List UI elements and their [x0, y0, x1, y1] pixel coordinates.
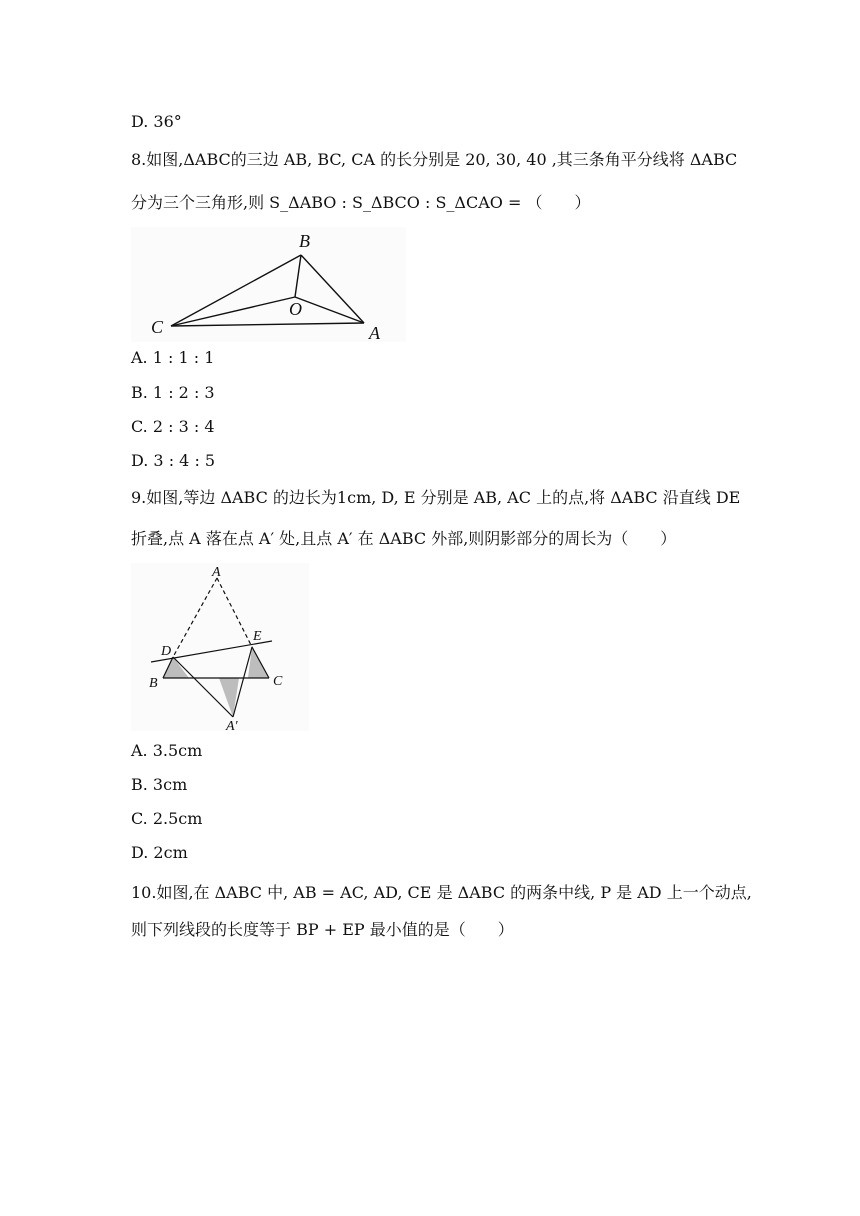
q9-option-a: A. 3.5cm	[131, 741, 203, 760]
q8-stem-line2: 分为三个三角形,则 S_ΔABO : S_ΔBCO : S_ΔCAO = （ ）	[131, 193, 591, 212]
q10-stem-line1: 10.如图,在 ΔABC 中, AB = AC, AD, CE 是 ΔABC 的两条中线, P 是 AD 上一个动点,	[131, 883, 752, 902]
q9-option-b: B. 3cm	[131, 775, 188, 794]
q8-option-b: B. 1 : 2 : 3	[131, 383, 215, 402]
label-o: O	[289, 299, 302, 319]
label-a: A	[369, 323, 380, 342]
q9-figure	[131, 563, 309, 731]
q9-option-c: C. 2.5cm	[131, 809, 203, 828]
label-a-prime: A′	[226, 719, 238, 731]
q8-option-c: C. 2 : 3 : 4	[131, 417, 215, 436]
label-b: B	[149, 676, 158, 691]
q8-stem-line1: 8.如图,ΔABC的三边 AB, BC, CA 的长分别是 20, 30, 40 ,其三条角平分线将 ΔABC	[131, 150, 738, 169]
label-e: E	[253, 629, 262, 644]
label-b: B	[299, 231, 310, 251]
q8-option-a: A. 1 : 1 : 1	[131, 348, 215, 367]
label-a: A	[212, 565, 221, 580]
label-c: C	[151, 317, 164, 337]
label-c: C	[273, 674, 283, 689]
q10-stem-line2: 则下列线段的长度等于 BP + EP 最小值的是（ ）	[131, 920, 514, 939]
q8-option-d: D. 3 : 4 : 5	[131, 451, 216, 470]
q7-option-d: D. 36°	[131, 112, 182, 131]
label-d: D	[161, 644, 172, 659]
q9-stem-line1: 9.如图,等边 ΔABC 的边长为1cm, D, E 分别是 AB, AC 上的点,将 ΔABC 沿直线 DE	[131, 488, 741, 507]
q8-figure	[131, 227, 406, 342]
q9-stem-line2: 折叠,点 A 落在点 A′ 处,且点 A′ 在 ΔABC 外部,则阴影部分的周长为（ ）	[131, 529, 677, 548]
q9-option-d: D. 2cm	[131, 843, 188, 862]
